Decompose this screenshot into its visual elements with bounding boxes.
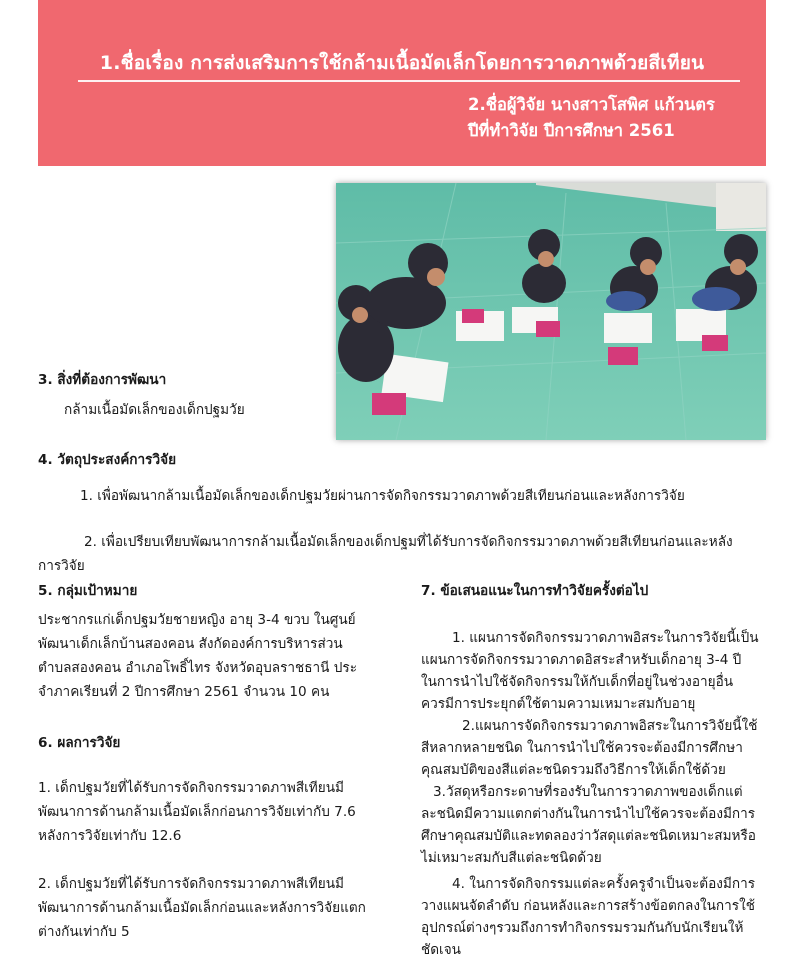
result-2-line: พัฒนาการด้านกล้ามเนื้อมัดเล็กก่อนและหลังการวิจัยแตก [38, 900, 366, 916]
children-drawing-photo [336, 183, 766, 440]
section-5-line: พัฒนาเด็กเล็กบ้านสองคอน สังกัดองค์การบริหารส่วน [38, 636, 343, 652]
suggestion-line: ควรมีการประยุกต์ใช้ตามความเหมาะสมกับอายุ [421, 696, 696, 712]
section-3-heading: 3. สิ่งที่ต้องการพัฒนา [38, 372, 167, 388]
research-title: 1.ชื่อเรื่อง การส่งเสริมการใช้กล้ามเนื้อมัดเล็กโดยการวาดภาพด้วยสีเทียน [99, 52, 705, 74]
result-1-line: หลังการวิจัยเท่ากับ 12.6 [38, 828, 182, 844]
suggestion-line: สีหลากหลายชนิด ในการนำไปใช้ควรจะต้องมีการศึกษา [421, 740, 743, 756]
result-1-line: พัฒนาการด้านกล้ามเนื้อมัดเล็กก่อนการวิจัยเท่ากับ 7.6 [38, 804, 356, 820]
suggestion-line: 1. แผนการจัดกิจกรรมวาดภาพอิสระในการวิจัยนี้เป็น [452, 630, 759, 646]
objective-2-line-2: การวิจัย [38, 558, 85, 574]
suggestion-line: 4. ในการจัดกิจกรรมแต่ละครั้งครูจำเป็นจะต้องมีการ [452, 876, 756, 892]
title-banner [38, 0, 766, 166]
title-divider [78, 80, 740, 82]
objective-1: 1. เพื่อพัฒนากล้ามเนื้อมัดเล็กของเด็กปฐมวัยผ่านการจัดกิจกรรมวาดภาพด้วยสีเทียนก่อนและหลังการวิจัย [80, 488, 685, 504]
suggestion-line: วางแผนจัดลำดับ ก่อนหลังและการสร้างข้อตกลงในการใช้ [421, 898, 755, 914]
suggestion-line: ไม่เหมาะสมกับสีแต่ละชนิดด้วย [421, 850, 602, 866]
suggestion-line: ชัดเจน [421, 942, 461, 958]
result-1-line: 1. เด็กปฐมวัยที่ได้รับการจัดกิจกรรมวาดภาพสีเทียนมี [38, 780, 344, 796]
suggestion-line: 2.แผนการจัดกิจกรรมวาดภาพอิสระในการวิจัยนี้ใช้ [462, 718, 758, 734]
suggestion-line: แผนการจัดกิจกรรมวาดภาดอิสระสำหรับเด็กอายุ 3-4 ปี [421, 652, 742, 668]
result-2-line: 2. เด็กปฐมวัยที่ได้รับการจัดกิจกรรมวาดภาพสีเทียนมี [38, 876, 344, 892]
section-5-line: จำภาคเรียนที่ 2 ปีการศึกษา 2561 จำนวน 10 คน [38, 684, 330, 700]
section-3-body: กล้ามเนื้อมัดเล็กของเด็กปฐมวัย [64, 402, 245, 418]
section-5-line: ตำบลสองคอน อำเภอโพธิ์ไทร จังหวัดอุบลราชธานี ประ [38, 660, 358, 676]
researcher-name: 2.ชื่อผู้วิจัย นางสาวโสพิศ แก้วนตร [468, 95, 715, 114]
research-year: ปีที่ทำวิจัย ปีการศึกษา 2561 [468, 121, 675, 140]
suggestion-line: ศึกษาคุณสมบัติและทดลองว่าวัสดุแต่ละชนิดเหมาะสมหรือ [421, 828, 756, 844]
suggestion-line: อุปกรณ์ต่างๆรวมถึงการทำกิจกรรมรวมกันกับนักเรียนให้ [421, 920, 744, 936]
photo-illustration [336, 183, 766, 440]
section-6-heading: 6. ผลการวิจัย [38, 735, 121, 751]
suggestion-line: คุณสมบัติของสีแต่ละชนิดรวมถึงวิธีการให้เด็กใช้ด้วย [421, 762, 726, 778]
suggestion-line: 3.วัสดุหรือกระดาษที่รองรับในการวาดภาพของเด็กแต่ [433, 784, 743, 800]
objective-2-line-1: 2. เพื่อเปรียบเทียบพัฒนาการกล้ามเนื้อมัดเล็กของเด็กปฐมที่ได้รับการจัดกิจกรรมวาดภาพด้วยสีเทียนก่อนและหลัง [84, 534, 733, 550]
section-7-heading: 7. ข้อเสนอแนะในการทำวิจัยครั้งต่อไป [421, 583, 649, 599]
section-5-line: ประชากรแก่เด็กปฐมวัยชายหญิง อายุ 3-4 ขวบ ในศูนย์ [38, 612, 356, 628]
result-2-line: ต่างกันเท่ากับ 5 [38, 924, 130, 940]
section-5-heading: 5. กลุ่มเป้าหมาย [38, 583, 138, 599]
suggestion-line: ในการนำไปใช้จัดกิจกรรมให้กับเด็กที่อยู่ในช่วงอายุอื่น [421, 674, 734, 690]
section-4-heading: 4. วัตถุประสงค์การวิจัย [38, 452, 177, 468]
suggestion-line: ละชนิดมีความแตกต่างกันในการนำไปใช้ควรจะต้องมีการ [421, 806, 756, 822]
